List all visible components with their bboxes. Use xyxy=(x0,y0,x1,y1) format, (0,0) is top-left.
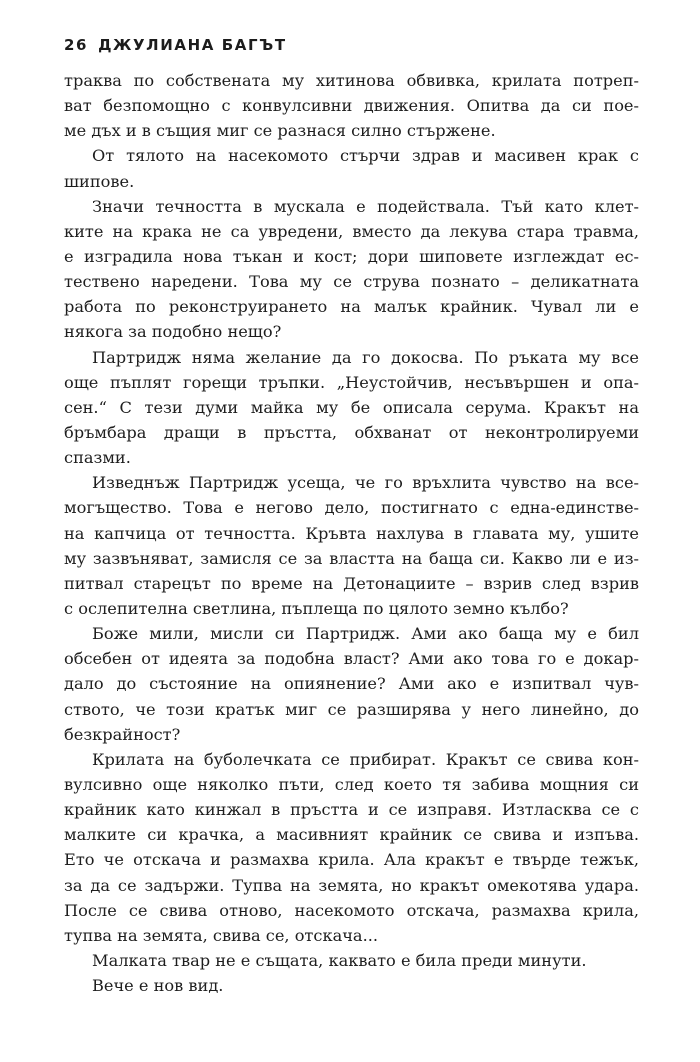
text-line: Боже мили, мисли си Партридж. Ами ако баща му е бил xyxy=(92,624,639,644)
text-line: спазми. xyxy=(64,448,131,468)
text-line: Вече е нов вид. xyxy=(92,976,224,996)
text-line: някога за подобно нещо? xyxy=(64,322,282,342)
text-line: От тялото на насекомото стърчи здрав и масивен крак с xyxy=(92,146,639,166)
running-head xyxy=(64,36,287,54)
paragraph xyxy=(64,621,639,747)
author-name: ДЖУЛИАНА БАГЪТ xyxy=(98,36,287,54)
text-line: траква по собствената му хитинова обвивка, крилата потреп- xyxy=(64,71,639,90)
paragraph xyxy=(64,973,639,998)
text-line: Малката твар не е същата, каквато е била преди минути. xyxy=(92,950,587,970)
text-line: После се свива отново, насекомото отскача, размахва крила, xyxy=(64,900,639,920)
text-line: Партридж няма желание да го докосва. По ръката му все xyxy=(92,347,639,367)
paragraph xyxy=(64,143,639,193)
text-line: за да се задържи. Тупва на земята, но кракът омекотява удара. xyxy=(64,875,639,895)
text-line: вулсивно още няколко пъти, след което тя забива мощния си xyxy=(64,774,639,794)
text-line: безкрайност? xyxy=(64,724,181,744)
text-line: ството, че този кратък миг се разширява у него линейно, до xyxy=(64,699,639,719)
paragraph xyxy=(64,68,639,143)
text-line: обсебен от идеята за подобна власт? Ами ако това го е докар- xyxy=(64,649,639,669)
text-line: могъщество. Това е негово дело, постигнато с една-единстве- xyxy=(64,498,639,518)
text-line: работа по реконструирането на малък крайник. Чувал ли е xyxy=(64,297,639,317)
text-line: Ето че отскача и размахва крила. Ала кракът е твърде тежък, xyxy=(64,850,639,870)
text-line: с ослепителна светлина, пъплеща по цялото земно кълбо? xyxy=(64,598,569,618)
text-line: е изградила нова тъкан и кост; дори шиповете изглеждат ес- xyxy=(64,246,639,266)
page-number: 26 xyxy=(64,36,89,54)
body-text xyxy=(64,68,639,998)
text-line: Крилата на буболечката се прибират. Кракът се свива кон- xyxy=(92,749,639,769)
text-line: Изведнъж Партридж усеща, че го връхлита чувство на все- xyxy=(92,473,639,493)
text-line: дало до състояние на опиянение? Ами ако е изпитвал чув- xyxy=(64,674,639,694)
text-line: още пъплят горещи тръпки. „Неустойчив, несъвършен и опа- xyxy=(64,372,639,392)
paragraph xyxy=(64,345,639,471)
paragraph xyxy=(64,194,639,345)
paragraph xyxy=(64,948,639,973)
text-line: шипове. xyxy=(64,171,135,191)
text-line: крайник като кинжал в пръстта и се изправя. Изтласква се с xyxy=(64,800,639,820)
text-line: питвал старецът по време на Детонациите – взрив след взрив xyxy=(64,573,639,593)
text-line: сен.“ С тези думи майка му бе описала серума. Кракът на xyxy=(64,397,639,417)
text-line: ките на крака не са увредени, вместо да лекува стара травма, xyxy=(64,221,639,241)
text-line: тествено наредени. Това му се струва познато – деликатната xyxy=(64,272,639,292)
text-line: на капчица от течността. Кръвта нахлува в главата му, ушите xyxy=(64,523,639,543)
paragraph xyxy=(64,747,639,948)
text-line: Значи течността в мускала е подействала. Тъй като клет- xyxy=(92,196,639,216)
text-line: му зазвъняват, замисля се за властта на баща си. Какво ли е из- xyxy=(64,548,639,568)
text-line: малките си крачка, а масивният крайник се свива и изпъва. xyxy=(64,825,639,845)
paragraph xyxy=(64,470,639,621)
text-line: бръмбара дращи в пръстта, обхванат от неконтролируеми xyxy=(64,422,639,442)
text-line: тупва на земята, свива се, отскача... xyxy=(64,925,379,945)
text-line: ват безпомощно с конвулсивни движения. Опитва да си пое- xyxy=(64,96,639,116)
text-line: ме дъх и в същия миг се разнася силно стържене. xyxy=(64,121,496,141)
